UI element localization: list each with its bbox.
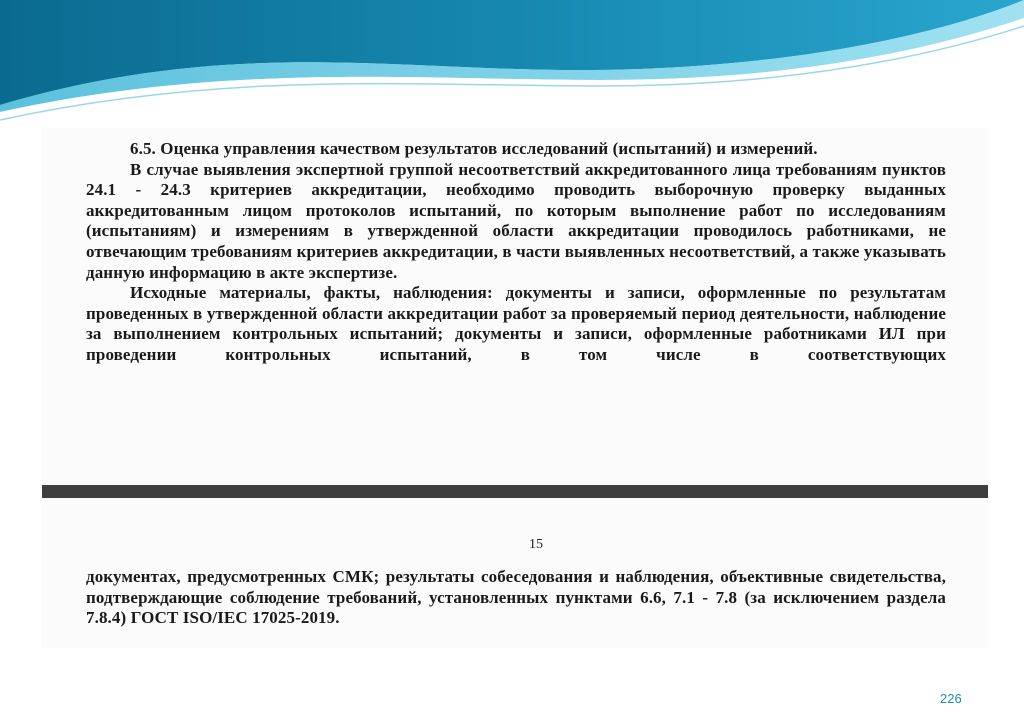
paragraph-2-text: документы и записи, оформленные по результатам проведенных в утвержденной области аккредитации работ за проверяемый период деятельности, наблюдение за выполнением контрольных испытаний; документы и записи, оформленные работниками ИЛ при проведении контрольных испытаний, в том числе в соответствующих — [86, 283, 946, 364]
paragraph-2-label: Исходные материалы, факты, наблюдения: — [130, 283, 493, 303]
paragraph-2 — [86, 283, 946, 365]
paragraph-1: В случае выявления экспертной группой несоответствий аккредитованного лица требованиям пунктов 24.1 - 24.3 критериев аккредитации, необходимо проводить выборочную проверку выданных аккредитованным лицом протоколов испытаний, по которым выполнение работ по исследованиям (испытаниям) и измерениям в утвержденной области аккредитации проводилось работниками, не отвечающим требованиям критериев аккредитации, в части выявленных несоответствий, а также указывать данную информацию в акте экспертизе. — [86, 159, 946, 282]
header-wave-decoration — [0, 0, 1024, 125]
slide-number: 226 — [940, 691, 962, 706]
page-number: 15 — [529, 537, 543, 552]
page-break-bar — [42, 485, 988, 498]
continuation-paragraph: документах, предусмотренных СМК; результаты собеседования и наблюдения, объективные свидетельства, подтверждающие соблюдение требований, установленных пунктами 6.6, 7.1 - 7.8 (за исключением раздела 7.8.4) ГОСТ ISO/IEC 17025-2019. — [86, 567, 946, 628]
document-body-bottom — [86, 567, 946, 629]
section-heading: 6.5. Оценка управления качеством результатов исследований (испытаний) и измерений. — [130, 139, 818, 158]
cropped-text-fragment — [86, 124, 286, 134]
document-body-top — [86, 139, 946, 366]
